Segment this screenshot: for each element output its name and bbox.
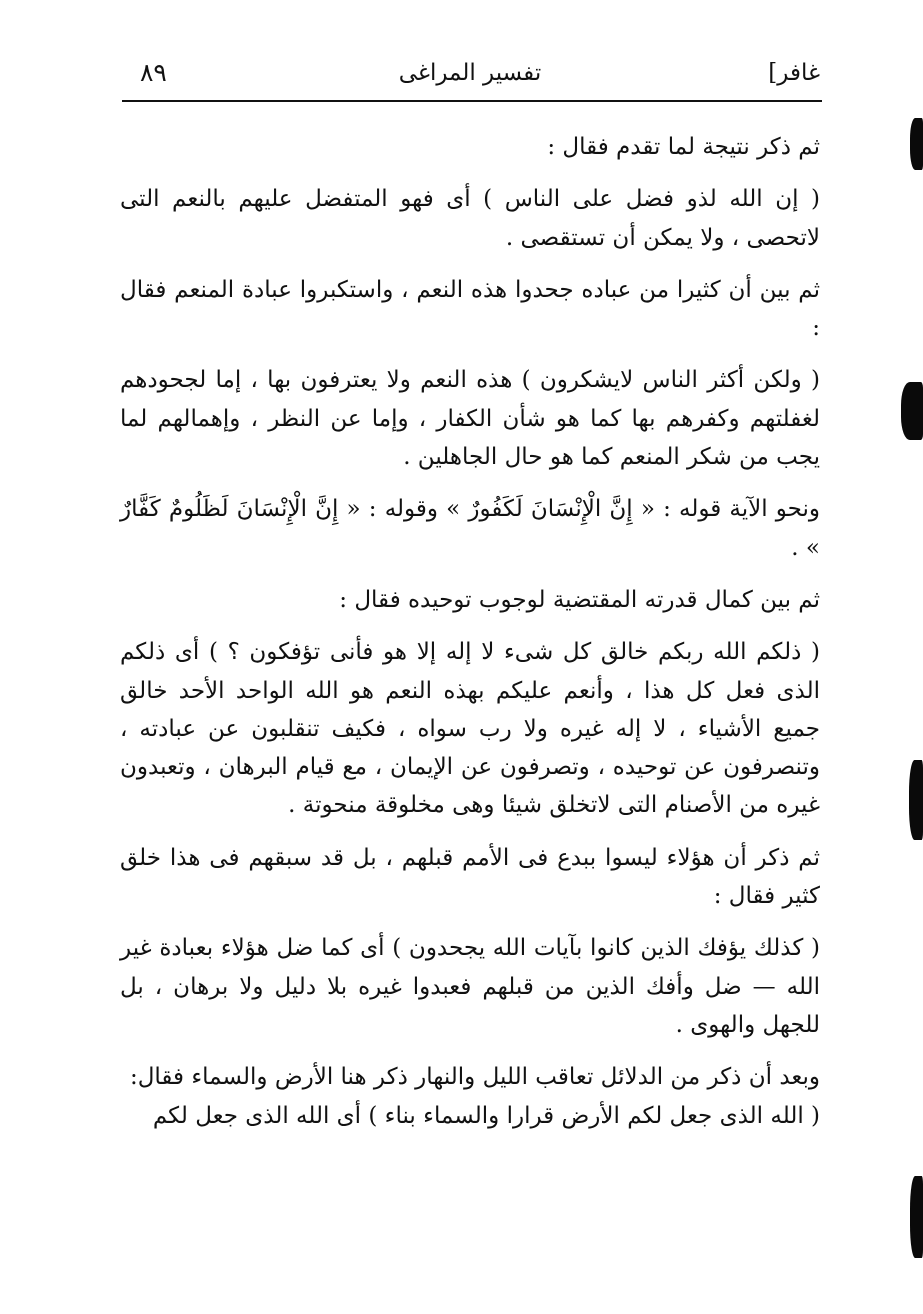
paragraph: ( الله الذى جعل لكم الأرض قرارا والسماء بناء ) أى الله الذى جعل لكم (152, 1102, 820, 1129)
page-header (120, 58, 820, 98)
paragraph: ثم ذكر أن هؤلاء ليسوا ببدع فى الأمم قبلهم ، بل قد سبقهم فى هذا خلق كثير فقال : (120, 844, 820, 910)
paragraph: ( كذلك يؤفك الذين كانوا بآيات الله يجحدون ) أى كما ضل هؤلاء بعبادة غير الله — ضل وأفك الذين من قبلهم فعبدوا غيره بلا دليل ولا برهان ، بل للجهل والهوى . (120, 935, 820, 1038)
scan-mark (901, 382, 923, 440)
scan-mark (909, 760, 923, 840)
scan-mark (910, 1176, 923, 1258)
paragraph: ونحو الآية قوله : « إِنَّ الْإِنْسَانَ لَكَفُورٌ » وقوله : « إِنَّ الْإِنْسَانَ لَظَلُومٌ كَفَّارٌ » . (120, 496, 820, 561)
header-rule (122, 100, 822, 102)
paragraph: وبعد أن ذكر من الدلائل تعاقب الليل والنهار ذكر هنا الأرض والسماء فقال: (129, 1064, 820, 1091)
book-title: تفسير المراغى (398, 60, 542, 86)
page-number: ٨٩ (140, 58, 167, 87)
page-body (120, 128, 820, 1135)
scan-mark (910, 118, 923, 170)
paragraph: ( ولكن أكثر الناس لايشكرون ) هذه النعم ولا يعترفون بها ، إما لجحودهم لغفلتهم وكفرهم بها كما هو شأن الكفار ، وإما عن النظر ، وإهمالهم لما يجب من شكر المنعم كما هو حال الجاهلين . (120, 367, 820, 471)
paragraph: ثم بين أن كثيرا من عباده جحدوا هذه النعم ، واستكبروا عبادة المنعم فقال : (120, 276, 820, 342)
paragraph: ( إن الله لذو فضل على الناس ) أى فهو المتفضل عليهم بالنعم التى لاتحصى ، ولا يمكن أن تستقصى . (120, 186, 820, 251)
paragraph: ( ذلكم الله ربكم خالق كل شىء لا إله إلا هو فأنى تؤفكون ؟ ) أى ذلكم الذى فعل كل هذا ، وأنعم عليكم بهذه النعم هو الله الواحد الأحد خالق جميع الأشياء ، لا إله غيره ولا رب سواه ، فكيف تنقلبون عن عبادته ، وتنصرفون عن توحيده ، وتصرفون عن الإيمان ، مع قيام البرهان ، وتعبدون غيره من الأصنام التى لاتخلق شيئا وهى مخلوقة منحوتة . (120, 639, 820, 819)
surah-name: غافر] (768, 60, 820, 86)
paragraph: ثم بين كمال قدرته المقتضية لوجوب توحيده فقال : (339, 586, 820, 613)
paragraph: ثم ذكر نتيجة لما تقدم فقال : (547, 134, 820, 160)
